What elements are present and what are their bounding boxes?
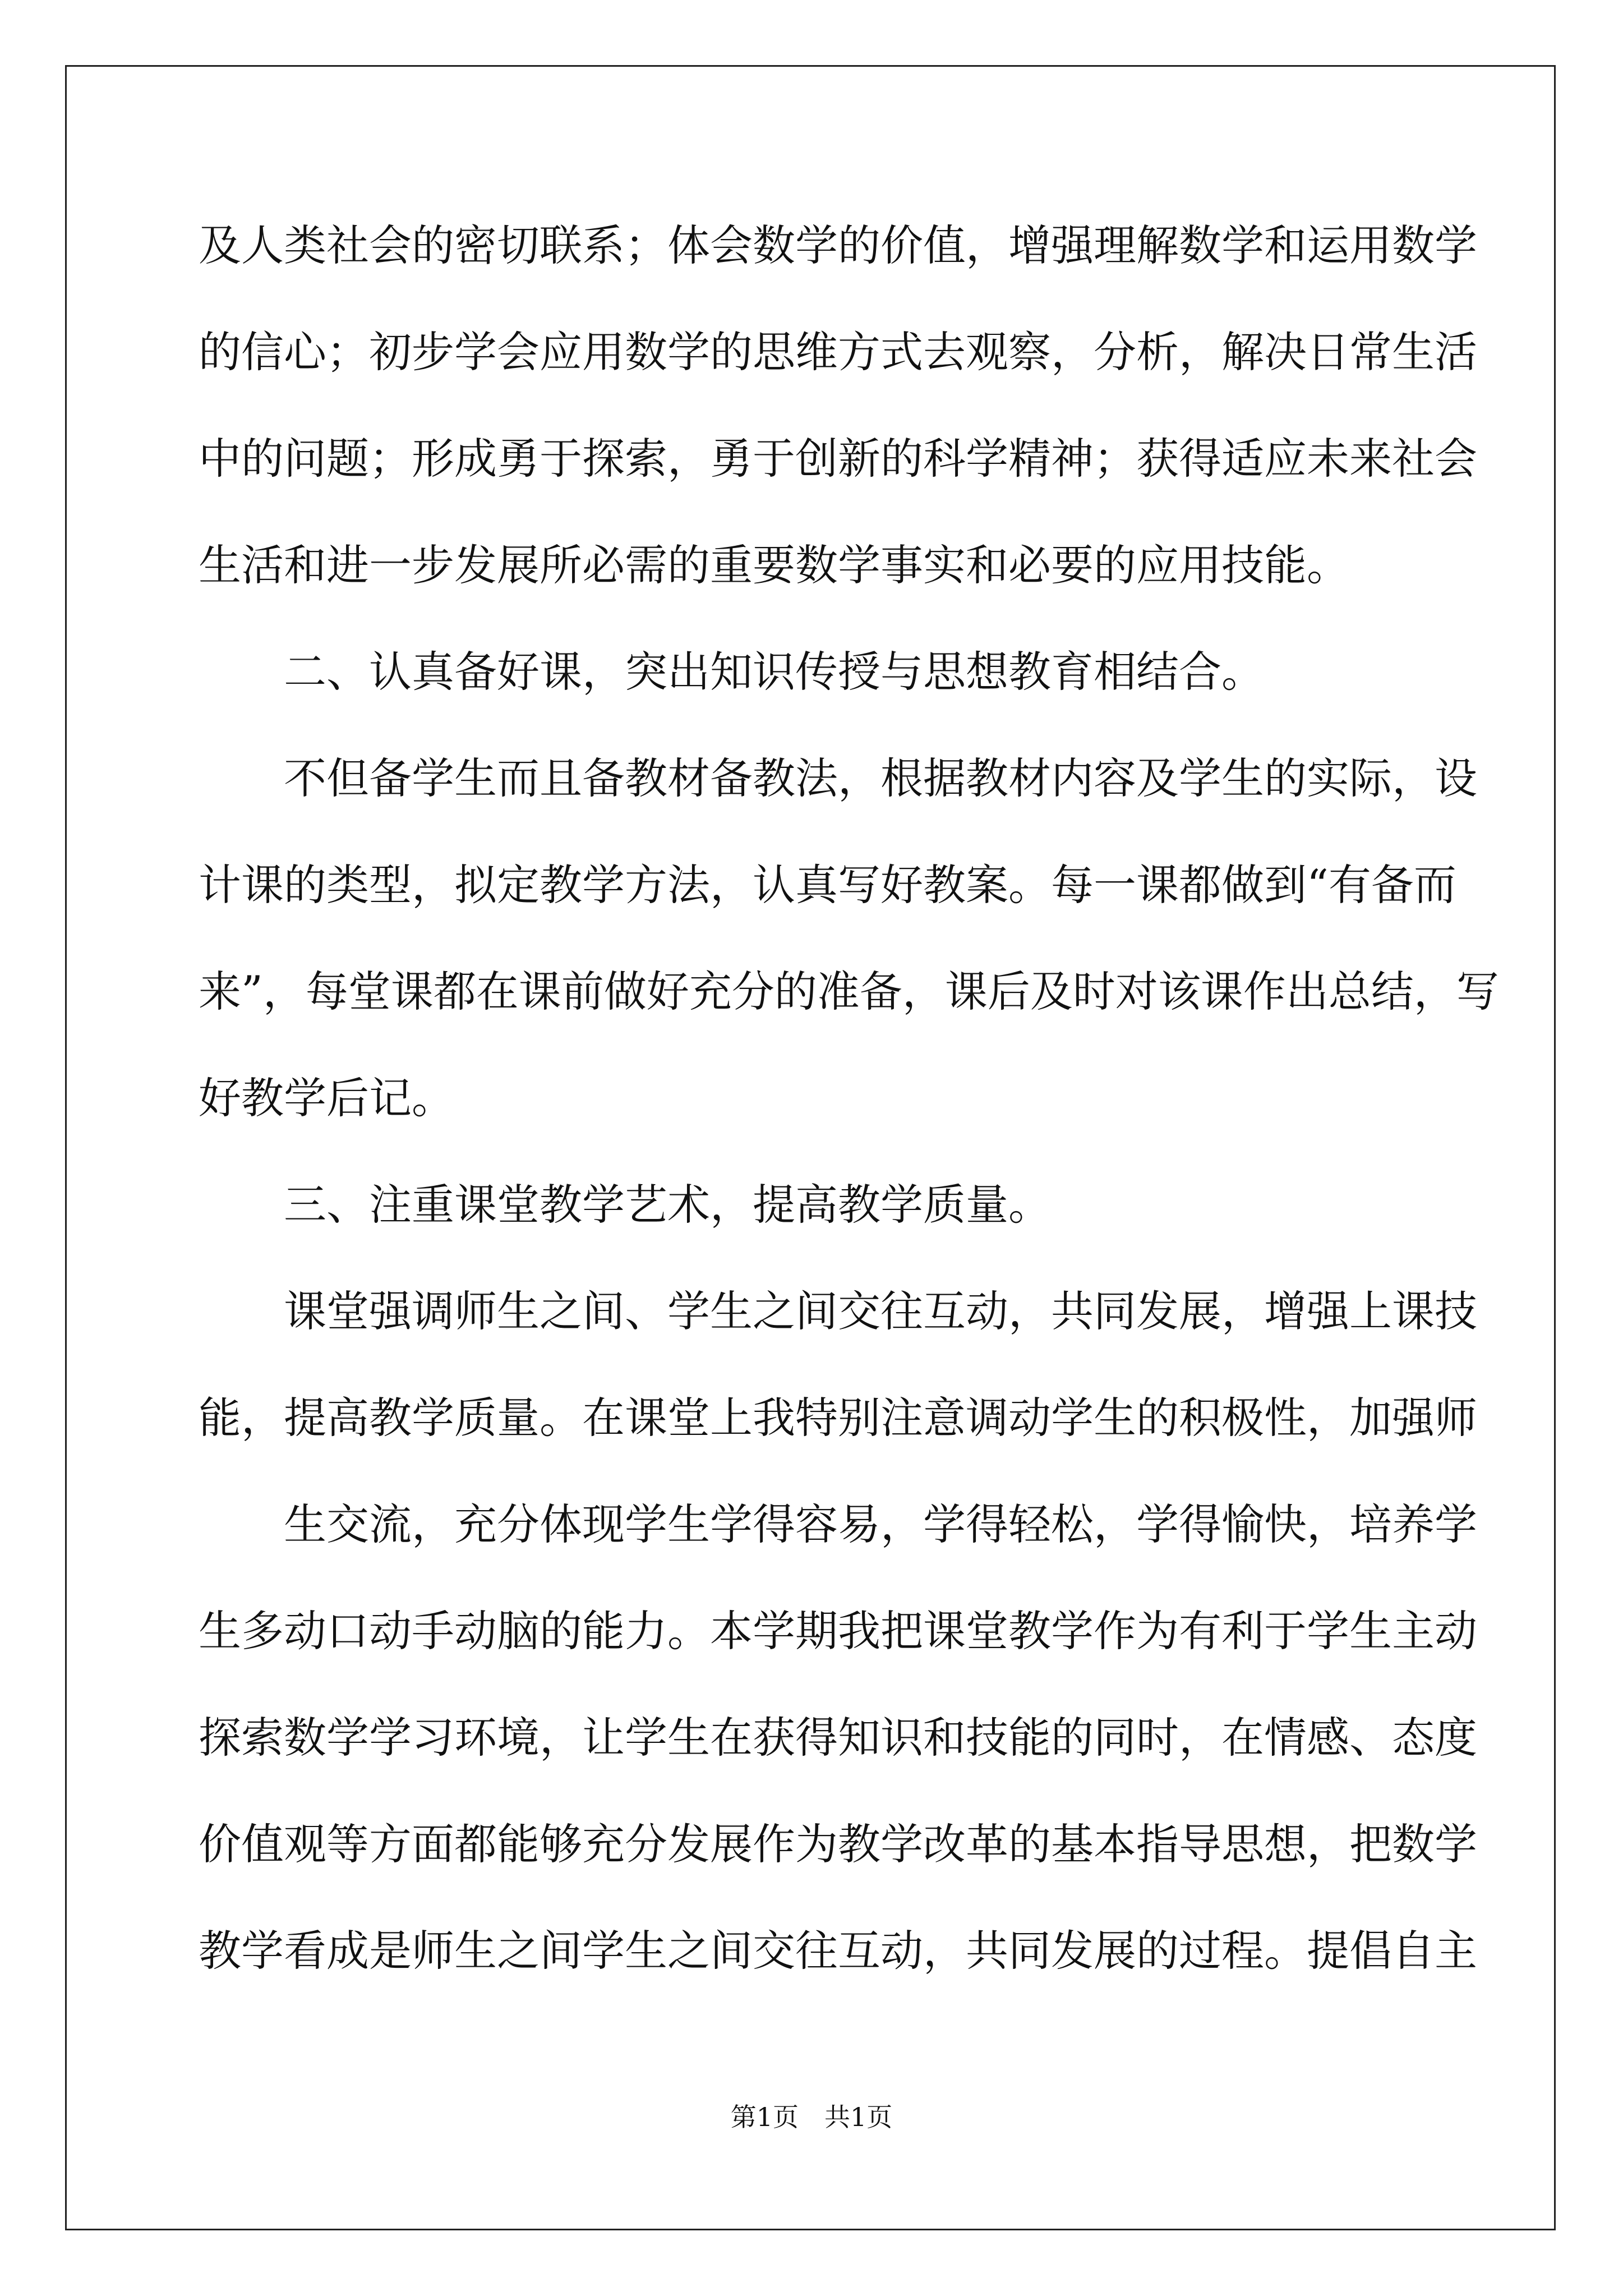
text-line: 能，提高教学质量。在课堂上我特别注意调动学生的积极性，加强师 xyxy=(199,1393,1477,1443)
text-line: 生交流，充分体现学生学得容易，学得轻松，学得愉快，培养学 xyxy=(284,1499,1477,1549)
text-line: 探索数学学习环境，让学生在获得知识和技能的同时，在情感、态度 xyxy=(199,1713,1477,1763)
text-line: 生多动口动手动脑的能力。本学期我把课堂教学作为有利于学生主动 xyxy=(199,1606,1477,1656)
text-line: 价值观等方面都能够充分发展作为教学改革的基本指导思想，把数学 xyxy=(199,1819,1477,1869)
section-heading: 二、认真备好课，突出知识传授与思想教育相结合。 xyxy=(284,647,1264,697)
text-line: 生活和进一步发展所必需的重要数学事实和必要的应用技能。 xyxy=(199,540,1349,590)
page-border xyxy=(65,65,1556,2230)
section-heading: 三、注重课堂教学艺术，提高教学质量。 xyxy=(284,1180,1051,1230)
page-number: 第1页 共1页 xyxy=(730,2102,893,2132)
text-line: 好教学后记。 xyxy=(199,1073,454,1123)
text-line: 不但备学生而且备教材备教法，根据教材内容及学生的实际，设 xyxy=(284,753,1477,803)
text-line: 来”，每堂课都在课前做好充分的准备，课后及时对该课作出总结，写 xyxy=(199,967,1499,1016)
text-line: 课堂强调师生之间、学生之间交往互动，共同发展，增强上课技 xyxy=(284,1286,1477,1336)
text-line: 中的问题；形成勇于探索，勇于创新的科学精神；获得适应未来社会 xyxy=(199,434,1477,484)
text-line: 的信心；初步学会应用数学的思维方式去观察，分析，解决日常生活 xyxy=(199,327,1477,377)
text-line: 教学看成是师生之间学生之间交往互动，共同发展的过程。提倡自主 xyxy=(199,1926,1477,1976)
text-line: 计课的类型，拟定教学方法，认真写好教案。每一课都做到“有备而 xyxy=(199,860,1456,910)
text-line: 及人类社会的密切联系；体会数学的价值，增强理解数学和运用数学 xyxy=(199,220,1477,270)
